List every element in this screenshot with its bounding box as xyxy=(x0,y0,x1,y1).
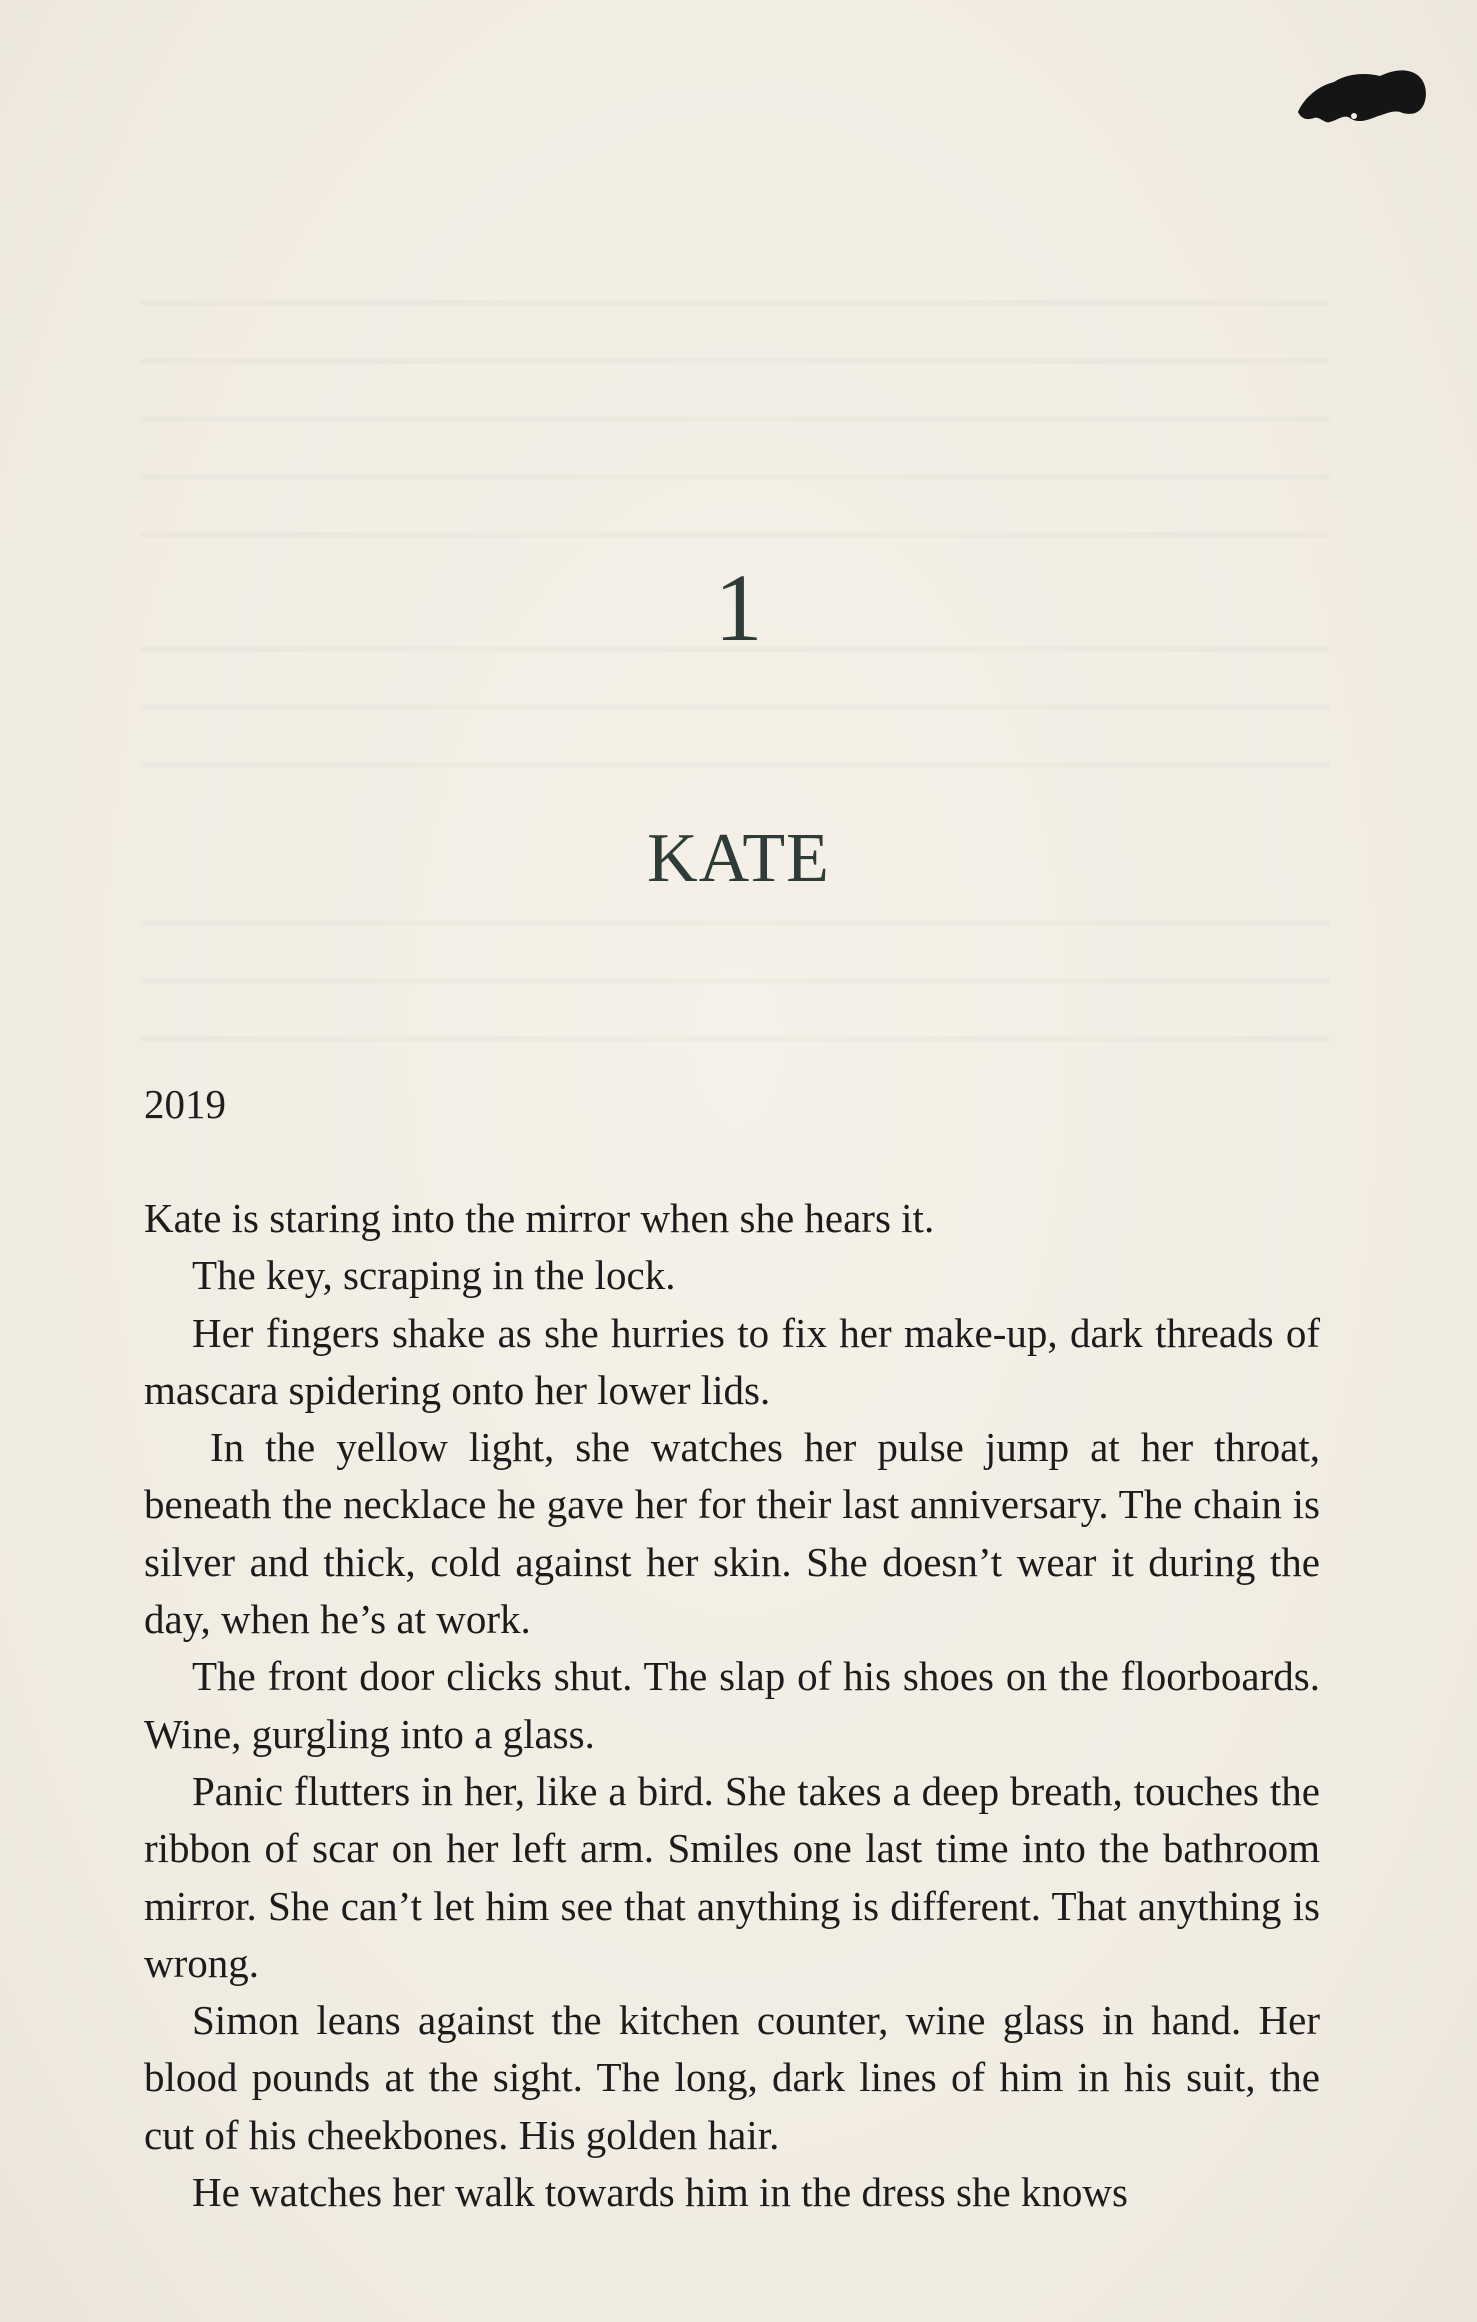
paragraph: Kate is staring into the mirror when she hears it. xyxy=(144,1195,935,1241)
bleed-through xyxy=(140,704,1330,710)
paragraph: Panic flutters in her, like a bird. She takes a deep breath, touches the ribbon of scar on her left arm. Smiles one last time into the bathroom mirror. She can’t let him see that anything is different. That anything is wrong. xyxy=(144,1767,1320,1986)
bleed-through xyxy=(140,474,1330,480)
ink-smudge-mark xyxy=(1294,64,1430,128)
bleed-through xyxy=(140,762,1330,768)
bleed-through xyxy=(140,416,1330,422)
chapter-title: KATE xyxy=(647,820,830,897)
paragraph: In the yellow light, she watches her pulse jump at her throat, beneath the necklace he gave her for their last anniversary. The chain is silver and thick, cold against her skin. She doesn’t wear it during the day, when he’s at work. xyxy=(144,1424,1320,1643)
paragraph: The front door clicks shut. The slap of his shoes on the floorboards. Wine, gurgling into a glass. xyxy=(144,1653,1320,1757)
bleed-through xyxy=(140,920,1330,926)
chapter-body xyxy=(144,1190,1320,2221)
bleed-through xyxy=(140,978,1330,984)
chapter-number: 1 xyxy=(714,554,763,661)
paragraph: The key, scraping in the lock. xyxy=(192,1252,676,1299)
bleed-through xyxy=(140,300,1330,306)
paragraph: Her fingers shake as she hurries to fix her make-up, dark threads of mascara spidering onto her lower lids. xyxy=(144,1309,1320,1413)
bleed-through xyxy=(140,1036,1330,1042)
section-year: 2019 xyxy=(144,1081,226,1127)
paragraph: He watches her walk towards him in the dress she knows xyxy=(192,2169,1128,2216)
paragraph: Simon leans against the kitchen counter, wine glass in hand. Her blood pounds at the sight. The long, dark lines of him in his suit, the cut of his cheekbones. His golden hair. xyxy=(144,1997,1320,2158)
bleed-through xyxy=(140,532,1330,538)
bleed-through xyxy=(140,358,1330,364)
